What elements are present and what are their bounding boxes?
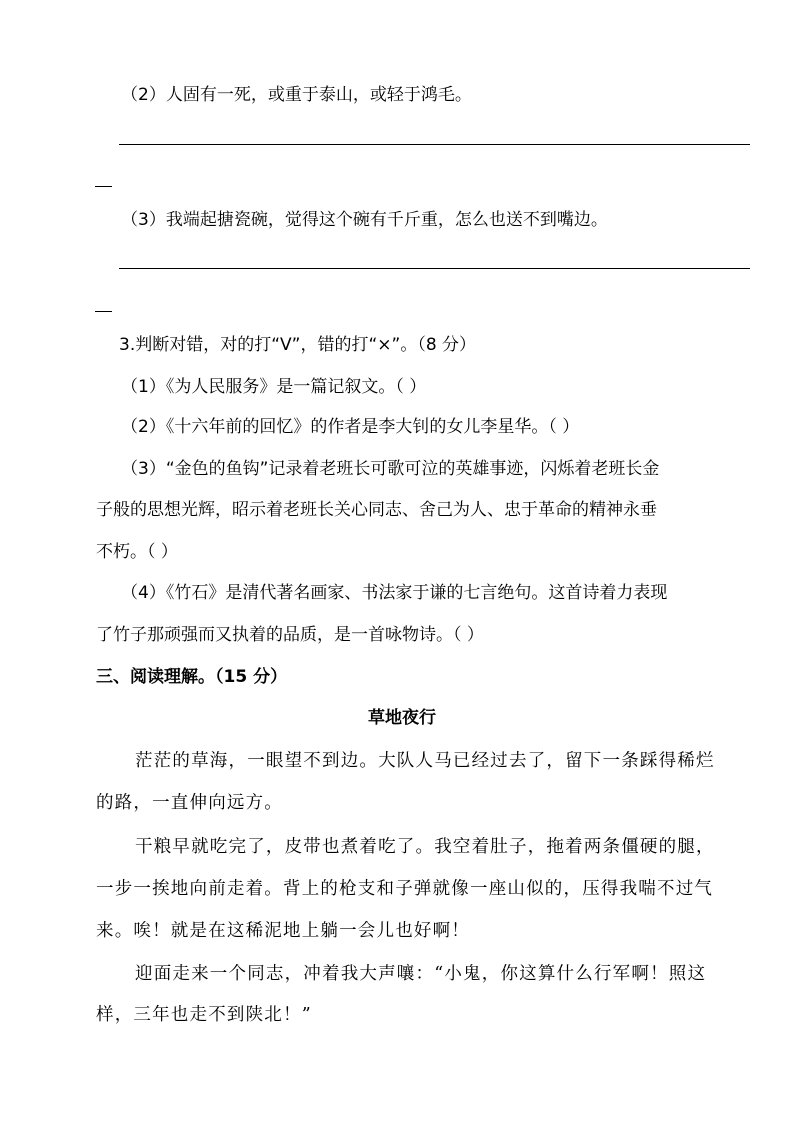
- passage-p3-line-1: 迎面走来一个同志，冲着我大声嚷：“小鬼，你这算什么行军啊！照这: [135, 964, 707, 984]
- judgement-item-3-line-2: 子般的思想光辉，昭示着老班长关心同志、舍己为人、忠于革命的精神永垂: [96, 500, 657, 520]
- question-3-text: （3）我端起搪瓷碗，觉得这个碗有千斤重，怎么也送不到嘴边。: [121, 210, 608, 230]
- judgement-item-3-line-1: （3）“金色的鱼钩”记录着老班长可歌可泣的英雄事迹，闪烁着老班长金: [121, 459, 660, 479]
- passage-p3-line-2: 样，三年也走不到陕北！”: [96, 1005, 312, 1025]
- judgement-item-4-line-1: （4）《竹石》是清代著名画家、书法家于谦的七言绝句。这首诗着力表现: [121, 583, 668, 603]
- passage-p1-line-2: 的路，一直伸向远方。: [96, 793, 283, 813]
- question-2-text: （2）人固有一死，或重于泰山，或轻于鸿毛。: [121, 85, 472, 105]
- passage-p1-line-1: 茫茫的草海，一眼望不到边。大队人马已经过去了，留下一条踩得稀烂: [135, 751, 715, 771]
- answer-line-2-continuation: [95, 186, 112, 187]
- judgement-item-4-line-2: 了竹子那顽强而又执着的品质，是一首咏物诗。（ ）: [96, 625, 484, 645]
- answer-line-3: [119, 268, 750, 269]
- passage-p2-line-1: 干粮早就吃完了，皮带也煮着吃了。我空着肚子，拖着两条僵硬的腿，: [135, 837, 715, 857]
- judgement-heading: 3.判断对错，对的打“V”，错的打“×”。（8 分）: [119, 335, 477, 355]
- judgement-item-2: （2）《十六年前的回忆》的作者是李大钊的女儿李星华。（ ）: [121, 417, 580, 437]
- answer-line-3-continuation: [95, 311, 112, 312]
- judgement-item-3-line-3: 不朽。（ ）: [96, 542, 178, 562]
- passage-p2-line-3: 来。唉！就是在这稀泥地上躺一会儿也好啊！: [96, 921, 470, 941]
- answer-line-2: [119, 144, 750, 145]
- passage-title: 草地夜行: [368, 708, 436, 728]
- passage-p2-line-2: 一步一挨地向前走着。背上的枪支和子弹就像一座山似的，压得我喘不过气: [96, 879, 714, 899]
- judgement-item-1: （1）《为人民服务》是一篇记叙文。（ ）: [121, 377, 427, 397]
- reading-section-title: 三、阅读理解。（15 分）: [96, 667, 288, 687]
